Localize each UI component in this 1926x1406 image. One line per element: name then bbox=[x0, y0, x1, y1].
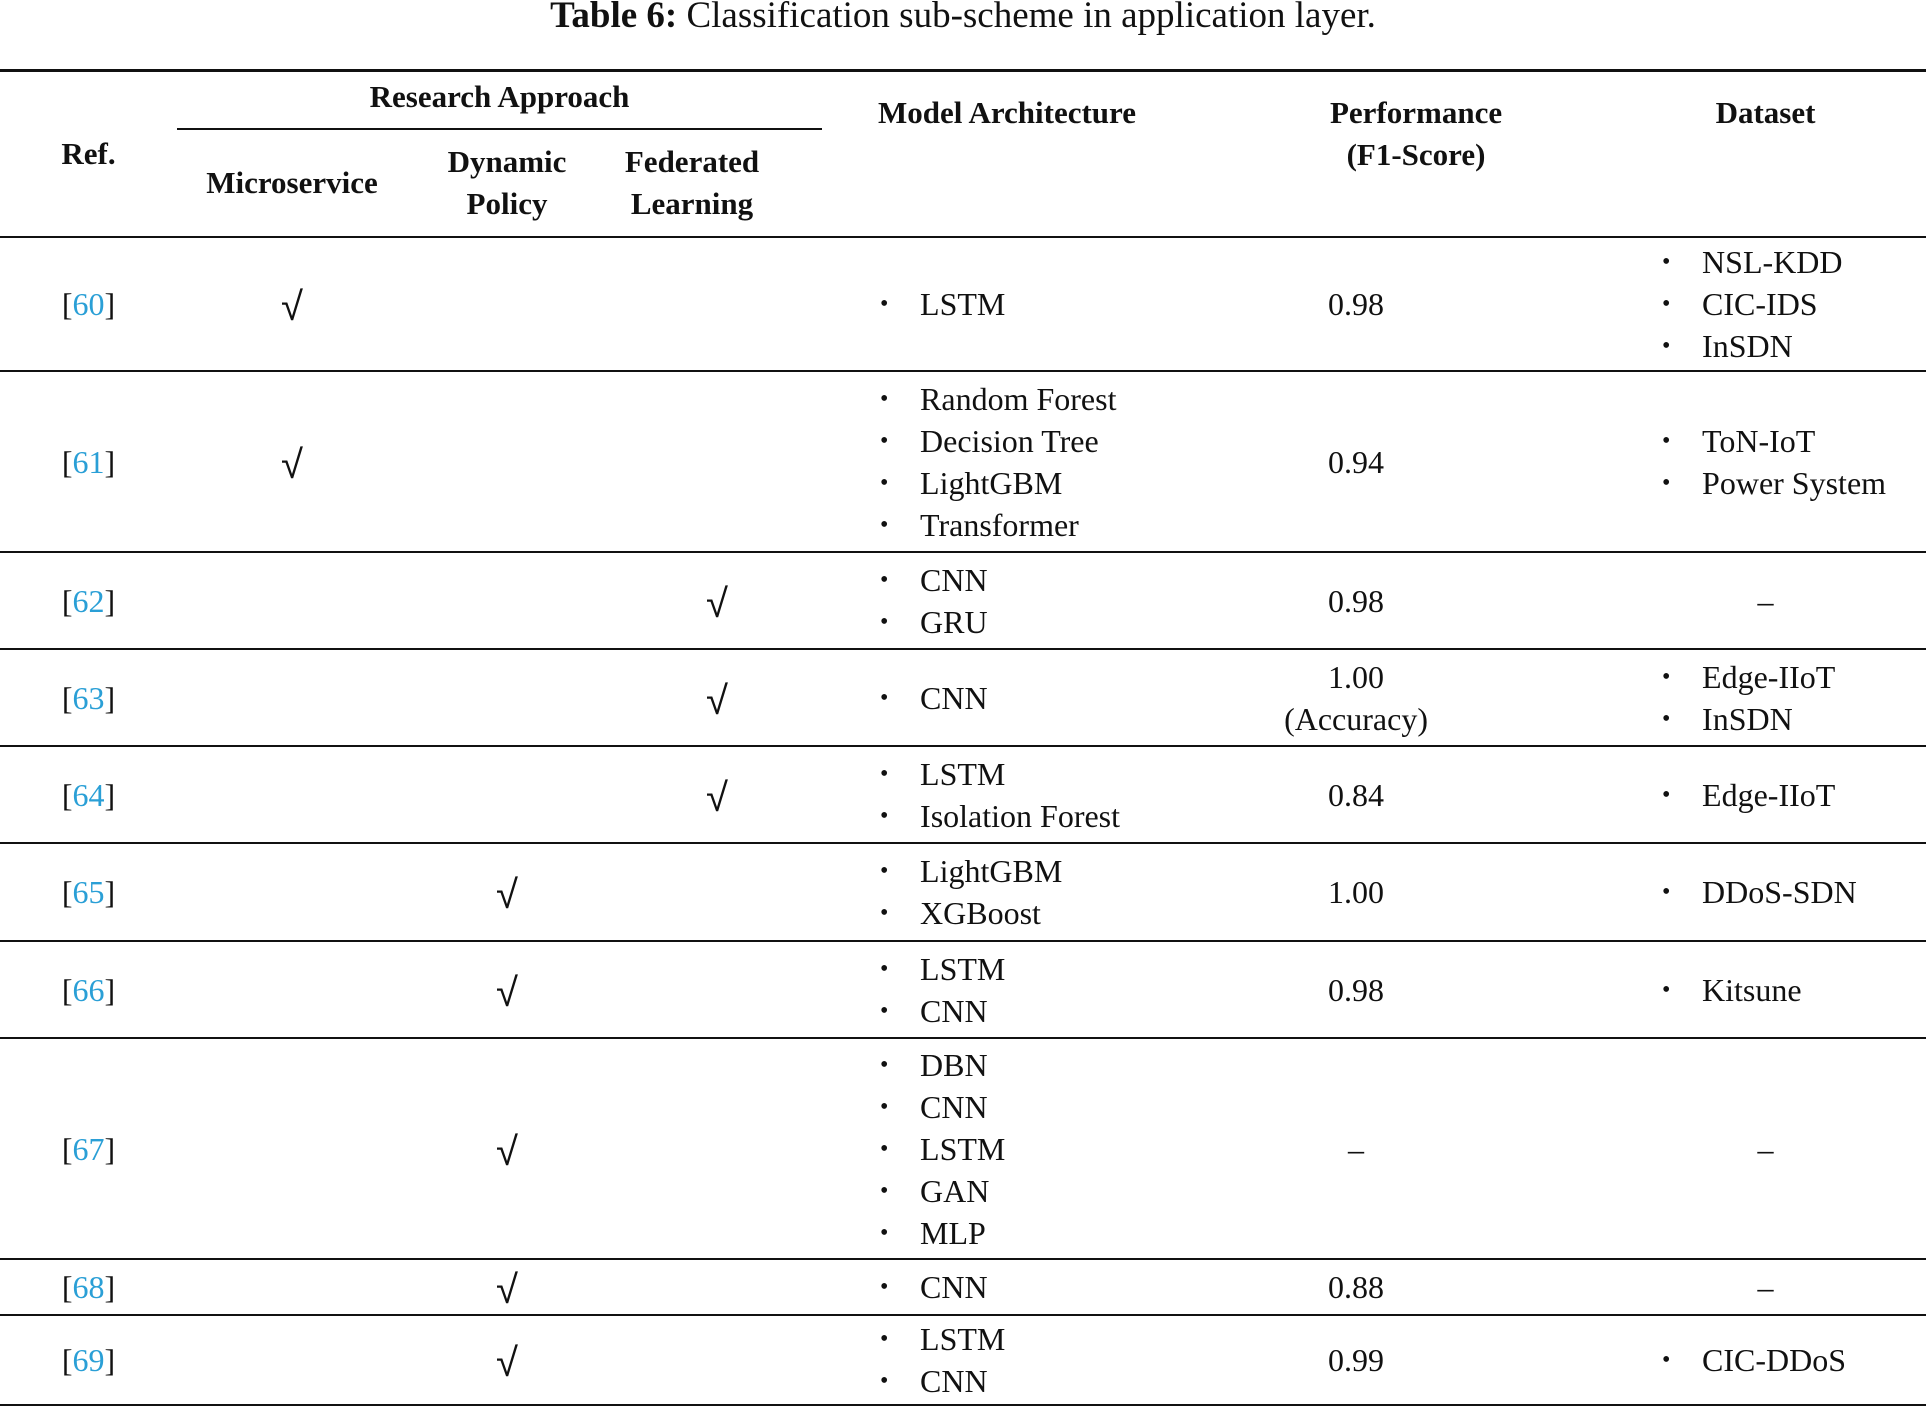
dataset-item: • InSDN bbox=[1702, 698, 1926, 740]
dynamic-cell bbox=[407, 1038, 607, 1259]
federated-cell bbox=[607, 649, 827, 746]
dataset-item: • Edge-IIoT bbox=[1702, 774, 1926, 816]
dynamic-cell bbox=[407, 649, 607, 746]
header-dynamic-line2: Policy bbox=[466, 186, 548, 221]
microservice-cell bbox=[177, 1315, 407, 1405]
ref-cell: [67] bbox=[0, 1038, 177, 1259]
dynamic-cell bbox=[407, 746, 607, 843]
dataset-cell bbox=[1525, 746, 1926, 843]
federated-cell bbox=[607, 371, 827, 552]
dataset-empty: – bbox=[1757, 582, 1774, 619]
federated-cell bbox=[607, 1259, 827, 1315]
ref-cell: [68] bbox=[0, 1259, 177, 1315]
performance-value: – bbox=[1348, 1130, 1365, 1167]
table-row bbox=[0, 746, 1926, 843]
dataset-list bbox=[1525, 969, 1926, 1011]
ref-link[interactable]: 67 bbox=[72, 1130, 105, 1167]
dataset-cell bbox=[1525, 552, 1926, 649]
model-item: • LSTM bbox=[920, 283, 1187, 325]
header-dynamic-policy bbox=[407, 130, 607, 237]
model-item: • LSTM bbox=[920, 1318, 1187, 1360]
federated-cell bbox=[607, 237, 827, 371]
dynamic-cell bbox=[407, 237, 607, 371]
table-row bbox=[0, 1259, 1926, 1315]
dataset-item: • ToN-IoT bbox=[1702, 420, 1926, 462]
dataset-cell bbox=[1525, 941, 1926, 1038]
microservice-cell bbox=[177, 843, 407, 941]
performance-cell bbox=[1187, 1259, 1525, 1315]
model-item: • MLP bbox=[920, 1212, 1187, 1254]
model-item: • CNN bbox=[920, 1360, 1187, 1402]
model-list bbox=[827, 753, 1187, 837]
ref-link[interactable]: 65 bbox=[72, 874, 105, 910]
performance-cell bbox=[1187, 371, 1525, 552]
microservice-cell bbox=[177, 1259, 407, 1315]
table-row bbox=[0, 237, 1926, 371]
model-item: • Isolation Forest bbox=[920, 795, 1187, 837]
caption-text: Classification sub-scheme in application layer. bbox=[686, 0, 1376, 36]
microservice-cell bbox=[177, 941, 407, 1038]
dynamic-cell bbox=[407, 1259, 607, 1315]
caption-label: Table 6: bbox=[550, 0, 678, 36]
performance-cell bbox=[1187, 237, 1525, 371]
dataset-empty: – bbox=[1757, 1130, 1774, 1167]
performance-value: 0.98 bbox=[1328, 286, 1385, 322]
dataset-cell bbox=[1525, 1259, 1926, 1315]
checkmark-icon: √ bbox=[281, 441, 303, 488]
ref-cell: [65] bbox=[0, 843, 177, 941]
ref-link[interactable]: 68 bbox=[72, 1269, 105, 1305]
performance-cell bbox=[1187, 552, 1525, 649]
model-cell bbox=[827, 746, 1187, 843]
dataset-list bbox=[1525, 871, 1926, 913]
dataset-item: • Kitsune bbox=[1702, 969, 1926, 1011]
header-dynamic-line1: Dynamic bbox=[447, 144, 567, 179]
federated-cell bbox=[607, 1315, 827, 1405]
table-caption bbox=[0, 0, 1926, 38]
model-item: • CNN bbox=[920, 990, 1187, 1032]
model-item: • GAN bbox=[920, 1170, 1187, 1212]
performance-cell bbox=[1187, 746, 1525, 843]
microservice-cell bbox=[177, 649, 407, 746]
header-federated-line2: Learning bbox=[630, 186, 754, 221]
performance-value: 0.98 bbox=[1328, 971, 1385, 1008]
ref-cell: [66] bbox=[0, 941, 177, 1038]
performance-cell bbox=[1187, 1315, 1525, 1405]
checkmark-icon: √ bbox=[496, 872, 518, 918]
table-row bbox=[0, 843, 1926, 941]
header-federated-line1: Federated bbox=[624, 144, 760, 179]
table-row bbox=[0, 552, 1926, 649]
ref-link[interactable]: 63 bbox=[72, 679, 105, 716]
model-item: • CNN bbox=[920, 1086, 1187, 1128]
performance-value: 1.00 bbox=[1328, 658, 1385, 695]
ref-link[interactable]: 61 bbox=[72, 443, 105, 480]
dataset-cell bbox=[1525, 1315, 1926, 1405]
model-item: • XGBoost bbox=[920, 892, 1187, 934]
model-cell bbox=[827, 649, 1187, 746]
header-microservice: Microservice bbox=[177, 130, 407, 237]
performance-cell bbox=[1187, 1038, 1525, 1259]
model-item: • Decision Tree bbox=[920, 420, 1187, 462]
model-list bbox=[827, 559, 1187, 643]
performance-cell bbox=[1187, 649, 1525, 746]
model-list bbox=[827, 1266, 1187, 1308]
checkmark-icon: √ bbox=[496, 969, 518, 1016]
performance-value: 0.98 bbox=[1328, 582, 1385, 619]
checkmark-icon: √ bbox=[281, 284, 303, 330]
header-federated-learning bbox=[607, 130, 827, 237]
checkmark-icon: √ bbox=[706, 774, 728, 821]
performance-value: 0.88 bbox=[1328, 1269, 1385, 1305]
model-item: • DBN bbox=[920, 1044, 1187, 1086]
model-cell bbox=[827, 371, 1187, 552]
model-item: • CNN bbox=[920, 677, 1187, 719]
checkmark-icon: √ bbox=[706, 677, 728, 724]
dataset-list bbox=[1525, 241, 1926, 367]
performance-cell bbox=[1187, 941, 1525, 1038]
dataset-item: • Edge-IIoT bbox=[1702, 656, 1926, 698]
model-list bbox=[827, 283, 1187, 325]
microservice-cell bbox=[177, 1038, 407, 1259]
dataset-list bbox=[1525, 774, 1926, 816]
model-list bbox=[827, 677, 1187, 719]
table-row bbox=[0, 371, 1926, 552]
model-item: • Random Forest bbox=[920, 378, 1187, 420]
federated-cell bbox=[607, 552, 827, 649]
model-list bbox=[827, 1044, 1187, 1254]
header-research-approach: Research Approach bbox=[177, 72, 822, 130]
performance-cell bbox=[1187, 843, 1525, 941]
ref-cell: [63] bbox=[0, 649, 177, 746]
dataset-cell bbox=[1525, 843, 1926, 941]
table-row bbox=[0, 941, 1926, 1038]
checkmark-icon: √ bbox=[496, 1267, 518, 1313]
dynamic-cell bbox=[407, 843, 607, 941]
model-cell bbox=[827, 941, 1187, 1038]
dynamic-cell bbox=[407, 1315, 607, 1405]
performance-value: 0.94 bbox=[1328, 443, 1385, 480]
model-cell bbox=[827, 843, 1187, 941]
dataset-list bbox=[1525, 420, 1926, 504]
classification-table bbox=[0, 69, 1926, 1406]
model-list bbox=[827, 1318, 1187, 1402]
microservice-cell bbox=[177, 237, 407, 371]
ref-cell: [64] bbox=[0, 746, 177, 843]
dataset-item: • DDoS-SDN bbox=[1702, 871, 1926, 913]
header-model-architecture: Model Architecture bbox=[827, 71, 1187, 238]
dataset-cell bbox=[1525, 371, 1926, 552]
federated-cell bbox=[607, 1038, 827, 1259]
ref-link[interactable]: 62 bbox=[72, 582, 105, 619]
model-list bbox=[827, 378, 1187, 546]
table-row bbox=[0, 1315, 1926, 1405]
model-list bbox=[827, 948, 1187, 1032]
dynamic-cell bbox=[407, 552, 607, 649]
dynamic-cell bbox=[407, 941, 607, 1038]
ref-link[interactable]: 60 bbox=[72, 286, 105, 322]
federated-cell bbox=[607, 941, 827, 1038]
header-dataset: Dataset bbox=[1525, 71, 1926, 238]
checkmark-icon: √ bbox=[706, 580, 728, 627]
model-item: • LightGBM bbox=[920, 462, 1187, 504]
model-item: • CNN bbox=[920, 1266, 1187, 1308]
checkmark-icon: √ bbox=[496, 1128, 518, 1175]
dataset-item: • CIC-DDoS bbox=[1702, 1339, 1926, 1381]
model-list bbox=[827, 850, 1187, 934]
dataset-item: • CIC-IDS bbox=[1702, 283, 1926, 325]
model-item: • LSTM bbox=[920, 753, 1187, 795]
dataset-list bbox=[1525, 656, 1926, 740]
dataset-cell bbox=[1525, 237, 1926, 371]
ref-cell: [62] bbox=[0, 552, 177, 649]
dataset-cell bbox=[1525, 1038, 1926, 1259]
model-item: • CNN bbox=[920, 559, 1187, 601]
model-item: • GRU bbox=[920, 601, 1187, 643]
model-cell bbox=[827, 237, 1187, 371]
ref-cell: [61] bbox=[0, 371, 177, 552]
model-cell bbox=[827, 1315, 1187, 1405]
dataset-item: • NSL-KDD bbox=[1702, 241, 1926, 283]
ref-link[interactable]: 66 bbox=[72, 971, 105, 1008]
ref-cell: [69] bbox=[0, 1315, 177, 1405]
microservice-cell bbox=[177, 552, 407, 649]
dataset-cell bbox=[1525, 649, 1926, 746]
performance-value: 0.99 bbox=[1328, 1342, 1385, 1378]
dataset-item: • InSDN bbox=[1702, 325, 1926, 367]
performance-note: (Accuracy) bbox=[1284, 700, 1428, 737]
header-performance: Performance (F1-Score) bbox=[1187, 71, 1525, 238]
model-cell bbox=[827, 1259, 1187, 1315]
model-item: • LSTM bbox=[920, 948, 1187, 990]
ref-link[interactable]: 69 bbox=[72, 1342, 105, 1378]
dataset-item: • Power System bbox=[1702, 462, 1926, 504]
performance-value: 0.84 bbox=[1328, 776, 1385, 813]
dynamic-cell bbox=[407, 371, 607, 552]
microservice-cell bbox=[177, 371, 407, 552]
ref-cell: [60] bbox=[0, 237, 177, 371]
federated-cell bbox=[607, 843, 827, 941]
microservice-cell bbox=[177, 746, 407, 843]
model-cell bbox=[827, 552, 1187, 649]
dataset-list bbox=[1525, 1339, 1926, 1381]
header-ref: Ref. bbox=[0, 71, 177, 238]
ref-link[interactable]: 64 bbox=[72, 776, 105, 813]
table-row bbox=[0, 649, 1926, 746]
model-item: • LSTM bbox=[920, 1128, 1187, 1170]
table-row bbox=[0, 1038, 1926, 1259]
checkmark-icon: √ bbox=[496, 1340, 518, 1386]
dataset-empty: – bbox=[1757, 1269, 1774, 1305]
performance-value: 1.00 bbox=[1328, 874, 1385, 910]
model-item: • Transformer bbox=[920, 504, 1187, 546]
federated-cell bbox=[607, 746, 827, 843]
model-item: • LightGBM bbox=[920, 850, 1187, 892]
model-cell bbox=[827, 1038, 1187, 1259]
